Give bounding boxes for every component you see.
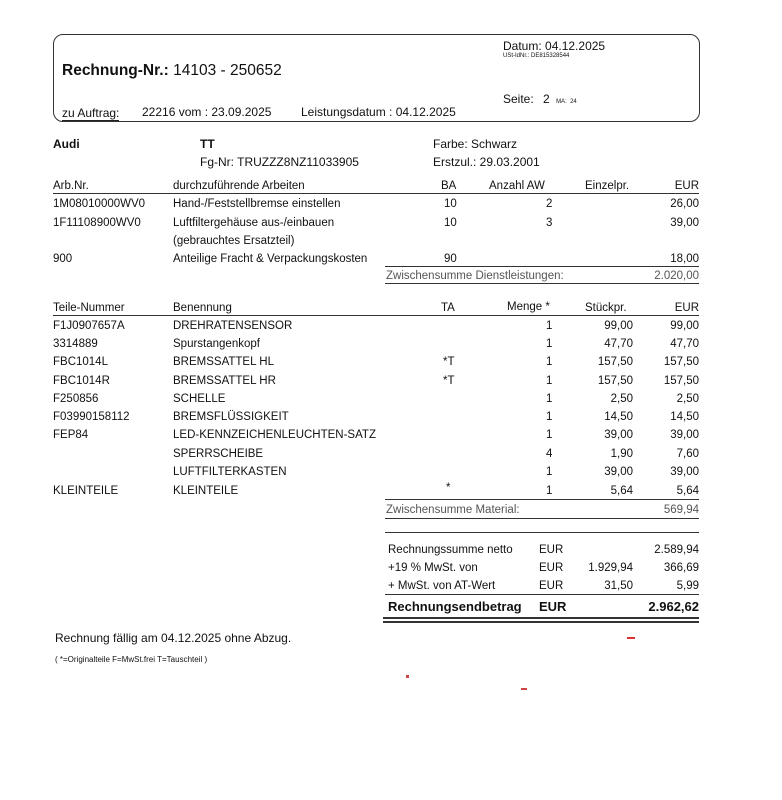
vehicle-model: TT — [200, 137, 215, 151]
invoice-date — [503, 39, 605, 53]
net-currency: EUR — [539, 544, 564, 556]
part-qty: 1 — [546, 320, 553, 332]
invoice-label: Rechnung-Nr.: — [62, 62, 169, 79]
part-unit-price: 1,90 — [610, 448, 633, 460]
vat-base: 1.929,94 — [588, 562, 633, 574]
part-total: 157,50 — [663, 356, 699, 368]
labor-desc: Anteilige Fracht & Verpackungskosten — [173, 253, 368, 265]
part-unit-price: 5,64 — [610, 485, 633, 497]
part-name: SPERRSCHEIBE — [173, 448, 264, 460]
part-number: FBC1014L — [53, 356, 108, 368]
page-label: Seite: — [503, 92, 534, 106]
part-qty: 1 — [546, 411, 553, 423]
part-number: FBC1014R — [53, 375, 110, 387]
labor-ba: 10 — [444, 217, 457, 229]
part-unit-price: 14,50 — [604, 411, 633, 423]
part-name: BREMSSATTEL HL — [173, 356, 274, 368]
page-value: 2 — [543, 92, 550, 106]
ma-value: 24 — [570, 99, 577, 105]
final-top-rule — [385, 594, 699, 595]
labor-desc: Hand-/Feststellbremse einstellen — [173, 198, 341, 210]
part-qty: 1 — [546, 485, 553, 497]
vehicle-first-registration: Erstzul.: 29.03.2001 — [433, 155, 540, 169]
parts-header-ta: TA — [441, 302, 455, 314]
scan-mark — [627, 637, 635, 639]
date-value: 04.12.2025 — [545, 39, 606, 53]
labor-eur: 18,00 — [670, 253, 699, 265]
labor-desc: (gebrauchtes Ersatzteil) — [173, 235, 295, 247]
labor-subtotal-rule — [385, 266, 699, 267]
part-name: BREMSFLÜSSIGKEIT — [173, 411, 289, 423]
order-label: zu Auftrag: — [62, 106, 120, 120]
vehicle-make: Audi — [53, 137, 80, 151]
at-vat-label: + MwSt. von AT-Wert — [388, 580, 496, 592]
part-total: 39,00 — [670, 466, 699, 478]
at-vat-base: 31,50 — [604, 580, 633, 592]
scan-mark — [521, 688, 527, 690]
part-total: 14,50 — [670, 411, 699, 423]
part-qty: 1 — [546, 375, 553, 387]
part-unit-price: 157,50 — [597, 356, 633, 368]
net-label: Rechnungssumme netto — [388, 544, 513, 556]
part-number: F250856 — [53, 393, 99, 405]
parts-header-eur: EUR — [674, 302, 699, 314]
part-total: 47,70 — [670, 338, 699, 350]
final-double-rule-1 — [383, 617, 699, 619]
labor-arbnr: 1M08010000WV0 — [53, 198, 146, 210]
scan-mark — [406, 675, 409, 678]
at-vat-value: 5,99 — [676, 580, 699, 592]
part-unit-price: 47,70 — [604, 338, 633, 350]
parts-header-name: Benennung — [173, 302, 232, 314]
part-total: 99,00 — [670, 320, 699, 332]
labor-header-eur: EUR — [674, 180, 699, 192]
labor-ba: 90 — [444, 253, 457, 265]
service-date — [301, 105, 456, 119]
labor-header-desc: durchzuführende Arbeiten — [173, 180, 305, 192]
vat-value: 366,69 — [663, 562, 699, 574]
ma-label: MA: — [556, 99, 567, 105]
part-unit-price: 39,00 — [604, 429, 633, 441]
part-total: 157,50 — [663, 375, 699, 387]
order-value: 22216 vom : 23.09.2025 — [142, 105, 272, 119]
part-unit-price: 39,00 — [604, 466, 633, 478]
part-unit-price: 2,50 — [610, 393, 633, 405]
labor-subtotal-bottom-rule — [385, 283, 699, 284]
labor-arbnr: 1F11108900WV0 — [53, 217, 141, 229]
parts-header-rule — [53, 315, 699, 316]
part-qty: 1 — [546, 356, 553, 368]
part-name: KLEINTEILE — [173, 485, 239, 497]
part-name: LUFTFILTERKASTEN — [173, 466, 287, 478]
totals-top-rule — [385, 532, 699, 533]
part-name: SCHELLE — [173, 393, 226, 405]
vat-currency: EUR — [539, 562, 564, 574]
part-ta: * — [446, 482, 451, 494]
part-qty: 1 — [546, 429, 553, 441]
labor-header-aw: Anzahl AW — [489, 180, 545, 192]
part-total: 39,00 — [670, 429, 699, 441]
date-label: Datum: — [503, 39, 542, 53]
part-qty: 1 — [546, 393, 553, 405]
labor-subtotal-label: Zwischensumme Dienstleistungen: — [386, 270, 564, 282]
labor-subtotal-value: 2.020,00 — [654, 270, 699, 282]
final-value: 2.962,62 — [648, 599, 699, 614]
labor-desc: Luftfiltergehäuse aus-/einbauen — [173, 217, 335, 229]
vehicle-vin: Fg-Nr: TRUZZZ8NZ11033905 — [200, 155, 359, 169]
vat-label: +19 % MwSt. von — [388, 562, 478, 574]
page-number — [503, 92, 577, 106]
part-number: 3314889 — [53, 338, 98, 350]
legend-text: ( *=Originalteile F=MwSt.frei T=Tauschteil ) — [55, 655, 208, 664]
part-ta: *T — [443, 356, 455, 368]
parts-header-num: Teile-Nummer — [53, 302, 125, 314]
part-name: Spurstangenkopf — [173, 338, 260, 350]
parts-subtotal-value: 569,94 — [663, 504, 699, 516]
labor-header-arbnr: Arb.Nr. — [53, 180, 89, 192]
due-text: Rechnung fällig am 04.12.2025 ohne Abzug. — [55, 631, 292, 645]
labor-ba: 10 — [444, 198, 457, 210]
service-date-label: Leistungsdatum : — [301, 105, 393, 119]
part-qty: 4 — [546, 448, 553, 460]
labor-aw: 2 — [546, 198, 553, 210]
invoice-number-line — [62, 62, 282, 80]
part-name: DREHRATENSENSOR — [173, 320, 293, 332]
parts-subtotal-rule — [385, 499, 699, 500]
part-total: 7,60 — [676, 448, 699, 460]
at-vat-currency: EUR — [539, 580, 564, 592]
part-name: BREMSSATTEL HR — [173, 375, 276, 387]
part-number: KLEINTEILE — [53, 485, 119, 497]
labor-eur: 39,00 — [670, 217, 699, 229]
parts-subtotal-label: Zwischensumme Material: — [386, 504, 520, 516]
part-total: 2,50 — [676, 393, 699, 405]
parts-subtotal-bottom-rule — [385, 518, 699, 519]
invoice-number: 14103 - 250652 — [173, 62, 282, 79]
part-number: F03990158112 — [53, 411, 130, 423]
vat-id: USt-IdNr.: DE815328544 — [503, 53, 570, 59]
part-number: F1J0907657A — [53, 320, 125, 332]
part-total: 5,64 — [676, 485, 699, 497]
labor-aw: 3 — [546, 217, 553, 229]
part-ta: *T — [443, 375, 455, 387]
final-label: Rechnungsendbetrag — [388, 599, 522, 614]
part-qty: 1 — [546, 338, 553, 350]
parts-header-unit: Stückpr. — [585, 302, 627, 314]
part-qty: 1 — [546, 466, 553, 478]
labor-arbnr: 900 — [53, 253, 73, 265]
final-currency: EUR — [539, 599, 567, 614]
labor-header-rule — [53, 193, 699, 194]
part-unit-price: 157,50 — [597, 375, 633, 387]
labor-header-ba: BA — [441, 180, 457, 192]
labor-eur: 26,00 — [670, 198, 699, 210]
service-date-value: 04.12.2025 — [395, 105, 456, 119]
net-value: 2.589,94 — [654, 544, 699, 556]
final-double-rule-2 — [383, 621, 699, 623]
vehicle-color: Farbe: Schwarz — [433, 137, 518, 151]
part-number: FEP84 — [53, 429, 89, 441]
labor-header-unit: Einzelpr. — [585, 180, 630, 192]
parts-header-qty: Menge * — [507, 301, 550, 313]
part-name: LED-KENNZEICHENLEUCHTEN-SATZ — [173, 429, 376, 441]
part-unit-price: 99,00 — [604, 320, 633, 332]
